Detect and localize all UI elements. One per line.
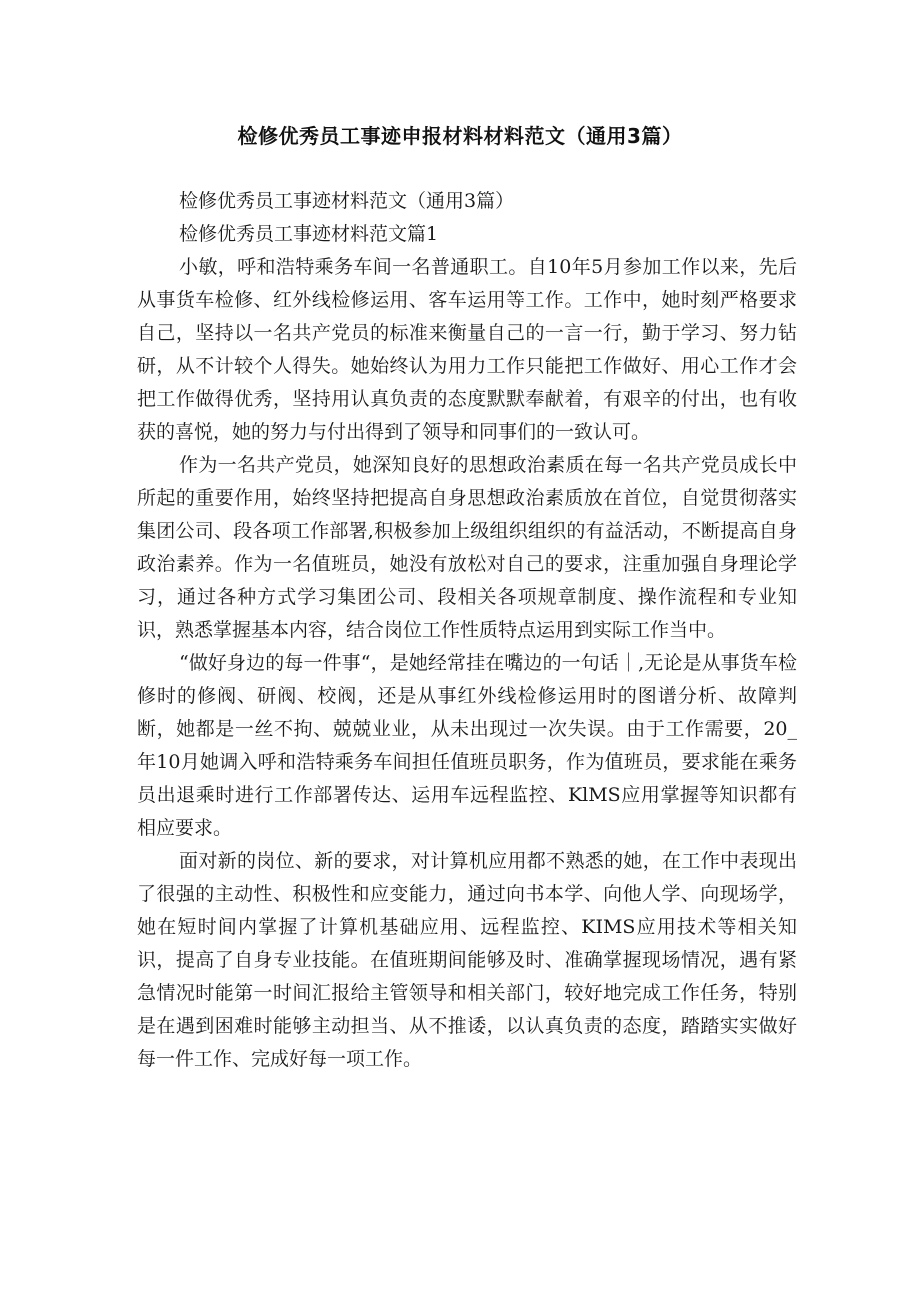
- paragraph-2: 作为一名共产党员，她深知良好的思想政治素质在每一名共产党员成长中所起的重要作用，始终坚持把提高自身思想政治素质放在首位，自觉贯彻落实集团公司、段各项工作部署,积极参加上级组织组织的有益活动，不断提高自身政治素养。作为一名值班员，她没有放松对自己的要求，注重加强自身理论学习，通过各种方式学习集团公司、段相关各项规章制度、操作流程和专业知识，熟悉掌握基本内容，结合岗位工作性质特点运用到实际工作当中。: [137, 454, 797, 641]
- paragraph-3: “做好身边的每一件事“，是她经常挂在嘴边的一句话｜,无论是从事货车检修时的修阀、研阀、校阀，还是从事红外线检修运用时的图谱分析、故障判断，她都是一丝不拘、兢兢业业，从未出现过一次失误。由于工作需要，20_年10月她调入呼和浩特乘务车间担任值班员职务，作为值班员，要求能在乘务员出退乘时进行工作部署传达、运用车远程监控、KlMS应用掌握等知识都有相应要求。: [137, 652, 797, 839]
- paragraph-4: 面对新的岗位、新的要求，对计算机应用都不熟悉的她，在工作中表现出了很强的主动性、积极性和应变能力，通过向书本学、向他人学、向现场学，她在短时间内掌握了计算机基础应用、远程监控、KIMS应用技术等相关知识，提高了自身专业技能。在值班期间能够及时、准确掌握现场情况，遇有紧急情况时能第一时间汇报给主管领导和相关部门，较好地完成工作任务，特别是在遇到困难时能够主动担当、从不推诿，以认真负责的态度，踏踏实实做好每一件工作、完成好每一项工作。: [137, 850, 797, 1070]
- document-subtitle: 检修优秀员工事迹材料范文（通用3篇）: [179, 190, 515, 212]
- document-body: [137, 185, 797, 1076]
- section-heading: 检修优秀员工事迹材料范文篇1: [179, 223, 439, 245]
- document-title: 检修优秀员工事迹申报材料材料范文（通用3篇）: [237, 124, 683, 148]
- paragraph-1: 小敏，呼和浩特乘务车间一名普通职工。自10年5月参加工作以来，先后从事货车检修、红外线检修运用、客车运用等工作。工作中，她时刻严格要求自己，坚持以一名共产党员的标准来衡量自己的一言一行，勤于学习、努力钻研，从不计较个人得失。她始终认为用力工作只能把工作做好、用心工作才会把工作做得优秀，坚持用认真负责的态度默默奉献着，有艰辛的付出，也有收获的喜悦，她的努力与付出得到了领导和同事们的一致认可。: [137, 256, 797, 443]
